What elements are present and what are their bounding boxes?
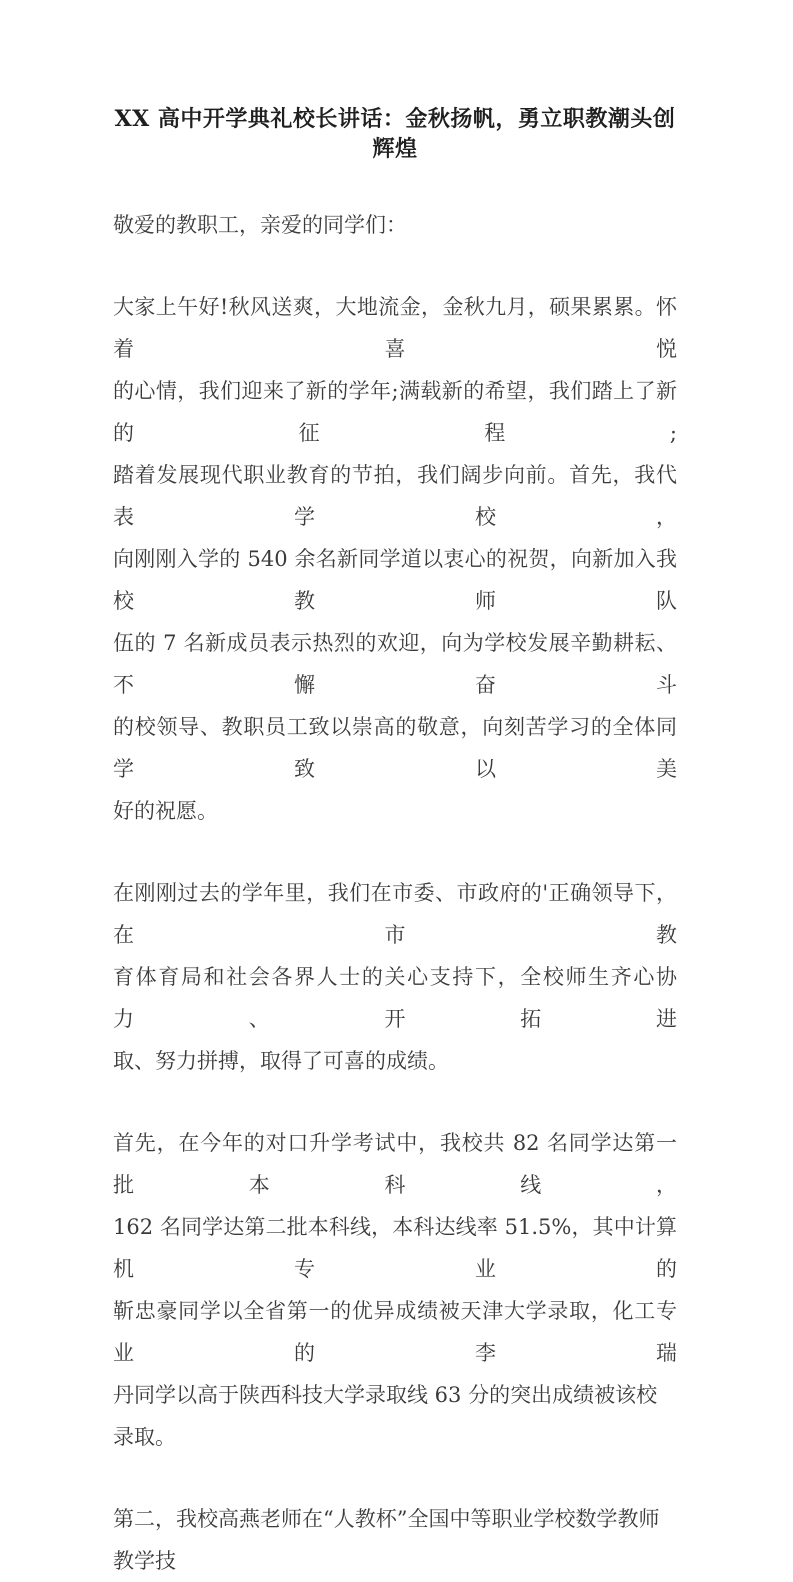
text-line: 在刚刚过去的学年里，我们在市委、市政府的'正确领导下，在市教 <box>113 881 677 947</box>
text-line: 大家上午好!秋风送爽，大地流金，金秋九月，硕果累累。怀着喜悦 <box>113 295 677 361</box>
text-line: 好的祝愿。 <box>113 799 218 823</box>
text-line: 第二，我校高燕老师在“人教杯”全国中等职业学校数学教师教学技 <box>113 1507 660 1573</box>
text-line: 伍的 7 名新成员表示热烈的欢迎，向为学校发展辛勤耕耘、不懈奋斗 <box>113 631 677 697</box>
text-line: 取、努力拼搏，取得了可喜的成绩。 <box>113 1049 449 1073</box>
paragraph <box>113 204 677 246</box>
text-line: 162 名同学达第二批本科线，本科达线率 51.5%，其中计算机专业的 <box>113 1215 677 1281</box>
text-line: 踏着发展现代职业教育的节拍，我们阔步向前。首先，我代表学校， <box>113 463 677 529</box>
text-line: 丹同学以高于陕西科技大学录取线 63 分的突出成绩被该校录取。 <box>113 1383 658 1449</box>
text-line: 的心情，我们迎来了新的学年;满载新的希望，我们踏上了新的征程; <box>113 379 677 445</box>
document-body <box>113 204 677 1582</box>
paragraph <box>113 872 677 1082</box>
paragraph <box>113 286 677 832</box>
document-title: XX 高中开学典礼校长讲话：金秋扬帆，勇立职教潮头创辉煌 <box>114 106 676 162</box>
paragraph <box>113 1498 677 1582</box>
text-line: 敬爱的教职工，亲爱的同学们： <box>113 213 407 237</box>
text-line: 靳忠豪同学以全省第一的优异成绩被天津大学录取，化工专业的李瑞 <box>113 1299 677 1365</box>
text-line: 向刚刚入学的 540 余名新同学道以衷心的祝贺，向新加入我校教师队 <box>113 547 677 613</box>
text-line: 育体育局和社会各界人士的关心支持下，全校师生齐心协力、开拓进 <box>113 965 677 1031</box>
text-line: 首先，在今年的对口升学考试中，我校共 82 名同学达第一批本科线， <box>113 1131 677 1197</box>
paragraph <box>113 1122 677 1458</box>
text-line: 的校领导、教职员工致以崇高的敬意，向刻苦学习的全体同学致以美 <box>113 715 677 781</box>
